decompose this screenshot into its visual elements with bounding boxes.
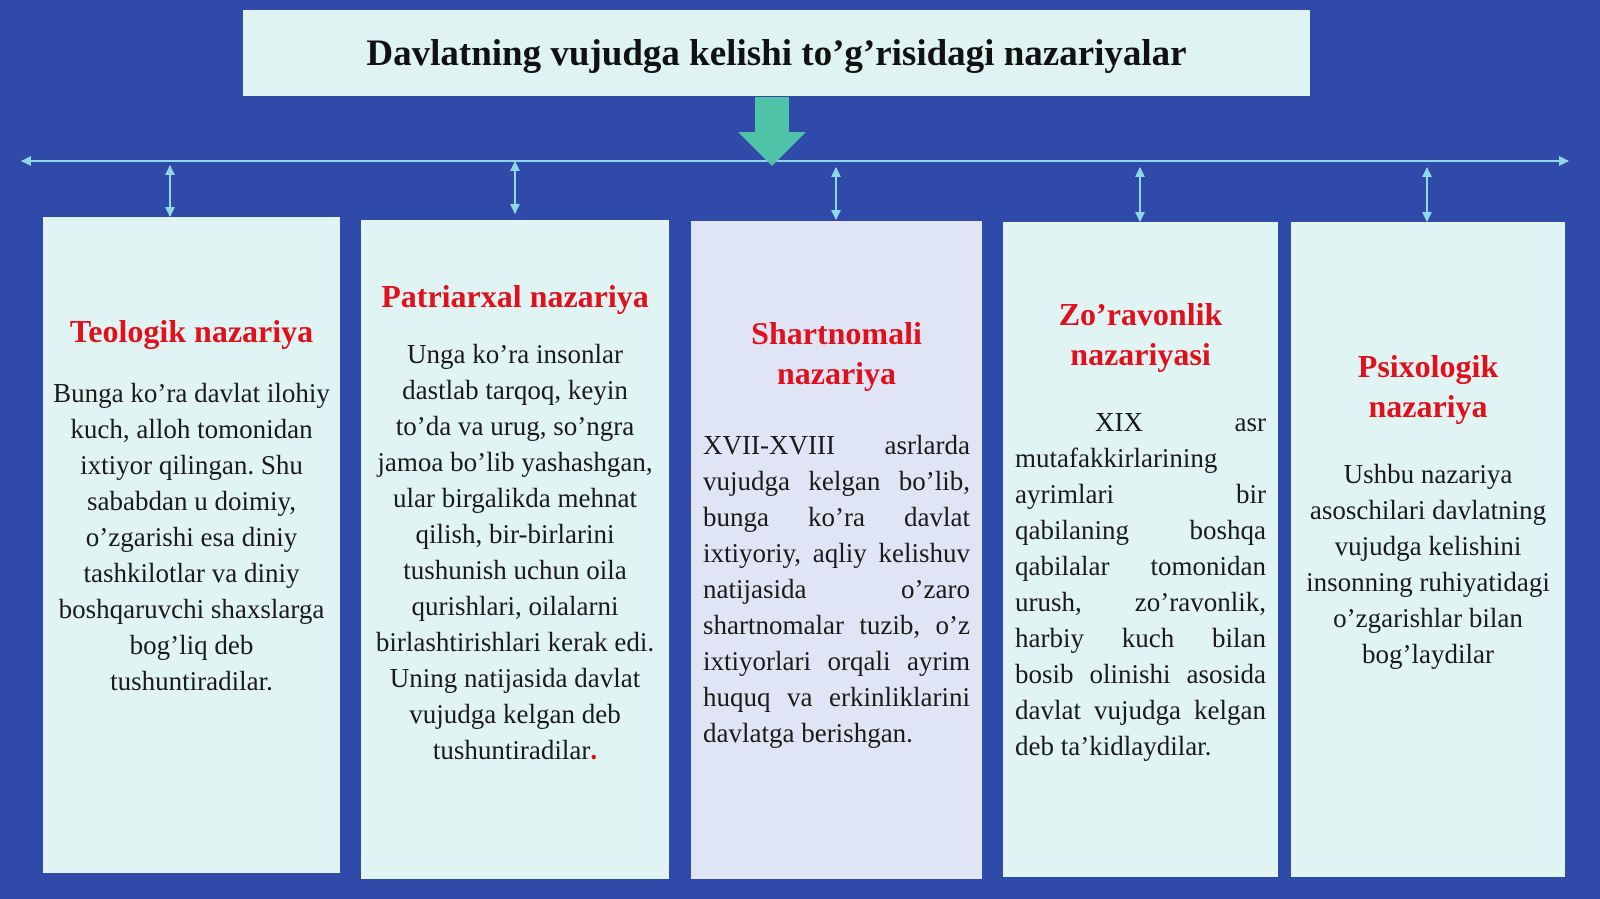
page-title: Davlatning vujudga kelishi to’g’risidagi nazariyalar bbox=[366, 32, 1187, 74]
theory-text: XIX asr mutafakkirlarining ayrimlari bir qabilaning boshqa qabilalar tomonidan urush, zo’ravonlik, harbiy kuch bilan bosib olinishi asosida davlat vujudga kelgan deb ta’kidlaydilar. bbox=[1015, 407, 1266, 761]
theory-card-patriarxal bbox=[361, 220, 669, 879]
theory-card-shartnomali bbox=[691, 221, 982, 879]
theory-text: XVII-XVIII asrlarda vujudga kelgan bo’lib, bunga ko’ra davlat ixtiyoriy, aqliy kelishuv natijasida o’zaro shartnomalar tuzib, o’z ixtiyorlari orqali ayrim huquq va erkinliklarini davlatga berishgan. bbox=[703, 430, 970, 748]
trailing-mark: . bbox=[590, 735, 598, 765]
theory-text: Bunga ko’ra davlat ilohiy kuch, alloh tomonidan ixtiyor qilingan. Shu sababdan u doimiy, o’zgarishi esa diniy tashkilotlar va diniy boshqaruvchi shaxslarga bog’liq deb tushuntiradilar. bbox=[53, 378, 330, 696]
theory-heading: Teologik nazariya bbox=[69, 313, 314, 349]
down-arrow bbox=[738, 97, 806, 166]
theory-heading: Shartnomali nazariya bbox=[751, 315, 922, 391]
theory-text: Unga ko’ra insonlar dastlab tarqoq, keyin to’da va urug, so’ngra jamoa bo’lib yashashgan, ular birgalikda mehnat qilish, bir-birlarini tushunish uchun oila qurishlari, oilalarni birlashtirishlari kerak edi. Uning natijasida davlat vujudga kelgan deb tushuntiradilar bbox=[375, 339, 655, 765]
theory-text-wrap bbox=[373, 336, 657, 768]
theory-text: Ushbu nazariya asoschilari davlatning vujudga kelishini insonning ruhiyatidagi o’zgarishlar bilan bog’laydilar bbox=[1306, 459, 1550, 669]
theory-card-teologik bbox=[43, 217, 340, 873]
theory-card-psixologik bbox=[1291, 222, 1565, 877]
theory-card-zoravonlik bbox=[1003, 222, 1278, 877]
theory-heading: Zo’ravonlik nazariyasi bbox=[1058, 296, 1223, 372]
theory-heading: Psixologik nazariya bbox=[1357, 348, 1499, 424]
theory-heading: Patriarxal nazariya bbox=[381, 278, 649, 314]
